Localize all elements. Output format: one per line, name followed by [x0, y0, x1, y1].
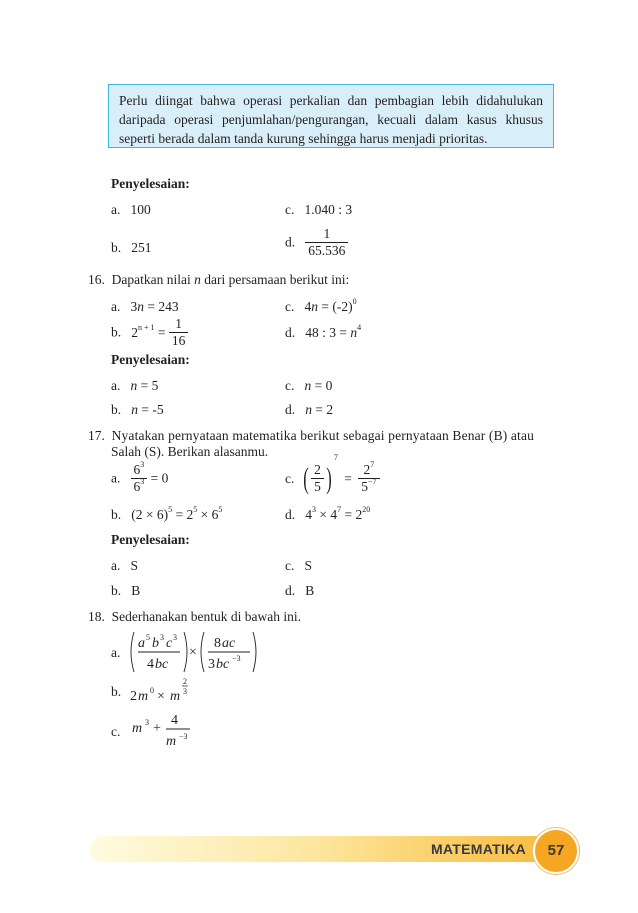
- svg-text:3: 3: [173, 633, 177, 642]
- footer-subject: MATEMATIKA: [430, 841, 526, 857]
- q18-item-c-expression: [128, 708, 198, 750]
- q17-ans-d: d. B: [285, 583, 315, 598]
- q16-ans-a: a. n = 5: [111, 378, 159, 393]
- svg-text:3: 3: [208, 657, 215, 672]
- svg-text:3: 3: [145, 718, 149, 727]
- svg-text:m: m: [166, 734, 177, 749]
- svg-text:bc: bc: [155, 657, 169, 672]
- q18-item-b-label: b.: [111, 684, 122, 699]
- svg-text:2: 2: [183, 677, 187, 686]
- q17-item-a: a. $\frac{6^3}{6^3}$ = 0: [111, 460, 169, 494]
- times-symbol: ×: [189, 645, 197, 660]
- fraction-numerator: 4: [171, 713, 178, 728]
- svg-text:8: 8: [214, 636, 221, 651]
- times-symbol: ×: [157, 689, 165, 704]
- q16-ans-c: c. n = 0: [285, 378, 333, 393]
- svg-text:2: 2: [130, 689, 137, 704]
- fraction: $\frac{6^3}{6^3}$: [131, 462, 148, 495]
- note-box: [108, 84, 554, 148]
- q16-ans-d: d. n = 2: [285, 402, 334, 417]
- q15-ans-b: b. 251: [111, 240, 152, 255]
- svg-text:m: m: [138, 689, 149, 704]
- q17-question-line1: 17. Nyatakan pernyataan matematika berikut sebagai pernyataan Benar (B) atau: [88, 428, 534, 443]
- q17-item-b: b. $(2 \times 6)^5 = 2^5 \times 6^5$: [111, 505, 223, 522]
- q16-item-c: c. $4n = (-2)^0$: [285, 297, 357, 314]
- svg-text:ac: ac: [222, 636, 236, 651]
- svg-text:−3: −3: [232, 654, 241, 663]
- svg-text:m: m: [170, 689, 181, 704]
- q16-item-d: d. 48 : $3 = n^4$: [285, 323, 362, 340]
- svg-text:bc: bc: [216, 657, 230, 672]
- q15-ans-d: d. $\frac{1}{65.536}$: [285, 226, 348, 259]
- svg-text:4: 4: [147, 657, 154, 672]
- q17-ans-c: c. S: [285, 558, 313, 573]
- svg-text:0: 0: [150, 686, 154, 695]
- fraction: $\frac{1}{16}$: [169, 316, 189, 349]
- q16-item-a: a. 3n = 243: [111, 299, 179, 314]
- q17-ans-a: a. S: [111, 558, 139, 573]
- svg-text:a: a: [138, 636, 145, 651]
- q17-penyelesaian-heading: Penyelesaian:: [111, 532, 190, 547]
- q18-item-b-expression: [128, 676, 198, 706]
- q18-question: 18. Sederhanakan bentuk di bawah ini.: [88, 609, 301, 624]
- q16-question: 16. Dapatkan nilai n dari persamaan berikut ini:: [88, 272, 350, 287]
- svg-text:c: c: [166, 636, 173, 651]
- svg-text:3: 3: [183, 687, 187, 696]
- fraction: $\frac{2^7}{5^{-7}}$: [358, 462, 379, 495]
- q17-item-c: c. ( $\frac{2}{5}$ )$^7$ = $\frac{2^7}{5^{-7}}$: [285, 458, 380, 495]
- svg-text:5: 5: [146, 633, 150, 642]
- q17-question-line2: Salah (S). Berikan alasanmu.: [111, 444, 269, 459]
- q15-penyelesaian-heading: Penyelesaian:: [111, 176, 190, 191]
- page-number: 57: [533, 828, 579, 874]
- q18-item-a-label: a.: [111, 645, 121, 660]
- q16-ans-b: b. n = -5: [111, 402, 164, 417]
- svg-text:3: 3: [160, 633, 164, 642]
- fraction: $\frac{1}{65.536}$: [305, 226, 348, 259]
- svg-text:−3: −3: [179, 732, 188, 741]
- q15-ans-c: c. 1.040 : 3: [285, 202, 353, 217]
- fraction: $\frac{2}{5}$: [311, 462, 324, 495]
- q16-penyelesaian-heading: Penyelesaian:: [111, 352, 190, 367]
- note-text: Perlu diingat bahwa operasi perkalian dan pembagian lebih didahulukan daripada operasi penjumlahan/pengurangan, kecuali dalam kasus khusus seperti berada dalam tanda kurung sehingga harus menjadi prioritas.: [119, 93, 543, 146]
- svg-text:m: m: [132, 721, 143, 736]
- q15-ans-a: a. 100: [111, 202, 151, 217]
- q17-ans-b: b. B: [111, 583, 141, 598]
- svg-text:b: b: [152, 636, 159, 651]
- q18-item-a-expression: [128, 628, 258, 676]
- q18-item-c-label: c.: [111, 724, 121, 739]
- q16-item-b: b. $2^{n + 1}$ = $\frac{1}{16}$: [111, 316, 188, 349]
- plus-symbol: +: [153, 721, 161, 736]
- q17-item-d: d. $4^3 \times 4^7 = 2^{20}$: [285, 505, 371, 522]
